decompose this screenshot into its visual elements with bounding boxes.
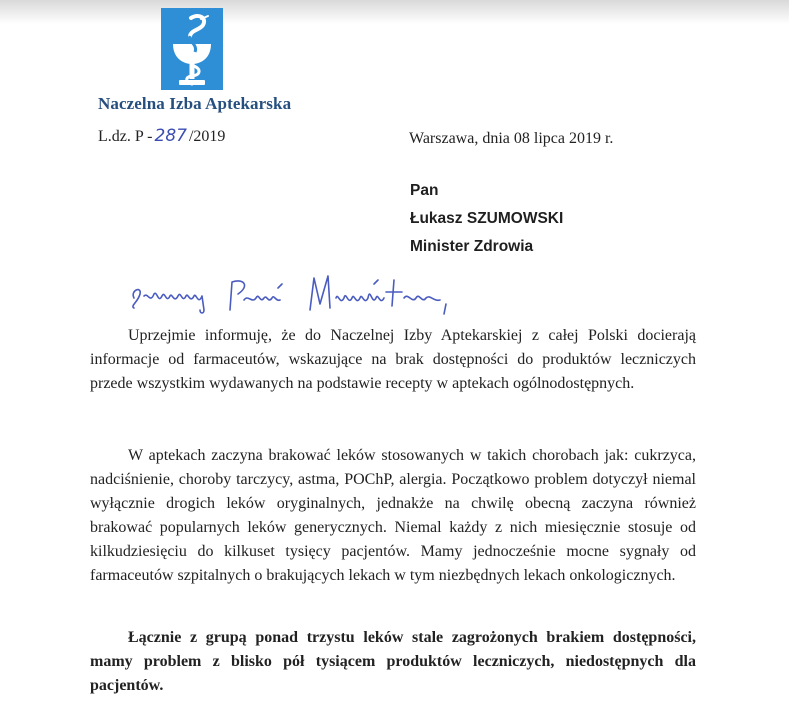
org-name: Naczelna Izba Aptekarska (98, 94, 292, 113)
paragraph-text: Uprzejmie informuję, że do Naczelnej Izby Aptekarskiej z całej Polski docierają informacje od farmaceutów, wskazujące na brak dostępności do produktów leczniczych przede wszystkim wydawanych na podstawie recepty w aptekach ogólnodostępnych. (90, 327, 696, 392)
body-paragraph-bold (90, 626, 696, 698)
top-shadow (0, 0, 789, 24)
ref-number-handwritten: 287 (154, 126, 187, 146)
addressee-salutation: Pan (410, 182, 439, 199)
addressee-title: Minister Zdrowia (410, 238, 534, 255)
reference-number (98, 126, 225, 146)
body-paragraph-1 (90, 324, 696, 396)
place-date: Warszawa, dnia 08 lipca 2019 r. (409, 130, 614, 147)
paragraph-text: W aptekach zaczyna brakować leków stosowanych w takich chorobach jak: cukrzyca, nadciśnienie, choroby tarczycy, astma, POChP, alergia. Początkowo problem dotyczył niemal wyłącznie drogich leków oryginalnych, jednakże na chwilę obecną zaczyna również brakować popularnych leków generycznych. Niemal każdy z nich miesięcznie stosuje od kilkudziesięciu do kilkuset tysięcy pacjentów. Mamy jednocześnie mocne sygnały od farmaceutów szpitalnych o brakujących lekach w tym niezbędnych lekach onkologicznych. (90, 447, 696, 584)
handwritten-greeting (128, 270, 508, 320)
addressee-name: Łukasz SZUMOWSKI (410, 210, 564, 227)
bowl-of-hygieia-icon (161, 8, 223, 90)
paragraph-text: Łącznie z grupą ponad trzystu leków stale zagrożonych brakiem dostępności, mamy problem z blisko pół tysiącem produktów leczniczych, niedostępnych dla pacjentów. (90, 629, 696, 694)
ref-prefix: L.dz. P - (98, 128, 153, 145)
body-paragraph-2 (90, 444, 696, 588)
ref-suffix: /2019 (188, 128, 226, 145)
